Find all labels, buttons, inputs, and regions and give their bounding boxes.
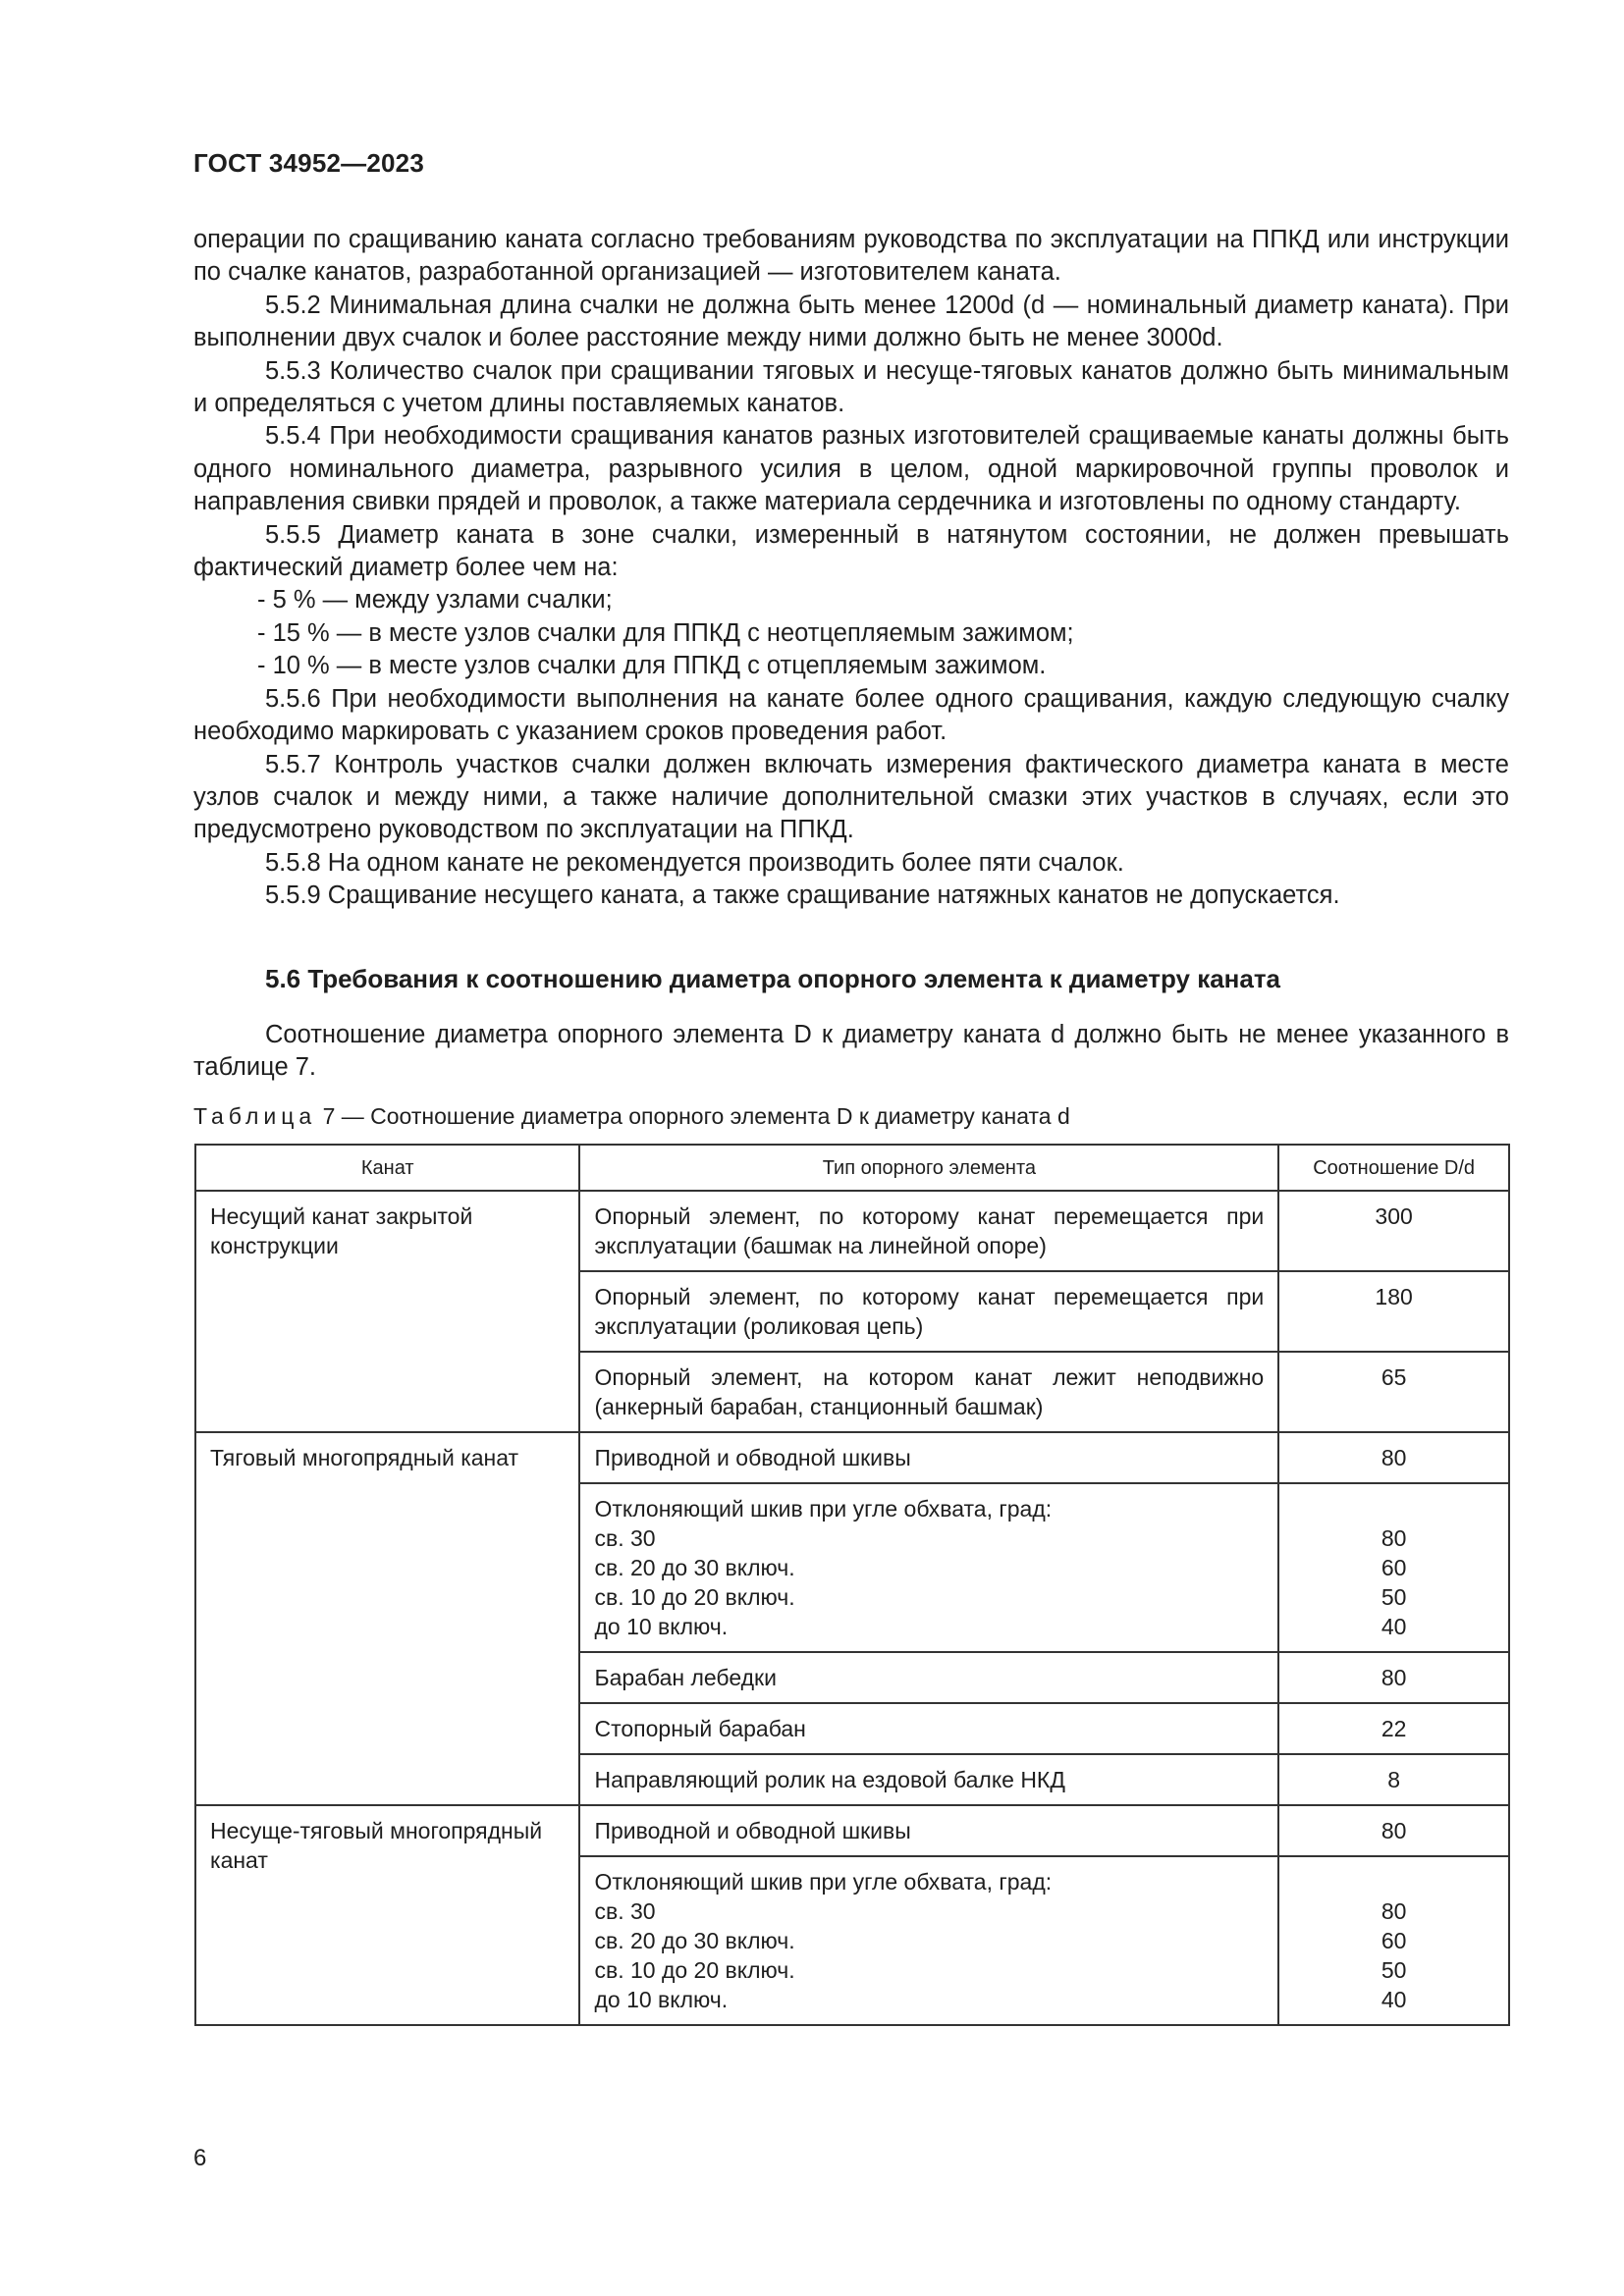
table-header-row (195, 1145, 1509, 1191)
ratio-cell: 65 (1278, 1352, 1509, 1432)
paragraph-5-5-5: 5.5.5 Диаметр каната в зоне счалки, измеренный в натянутом состоянии, не должен превышать фактический диаметр более чем на: (193, 520, 1509, 582)
ratio-cell: 80 (1278, 1652, 1509, 1703)
paragraph-5-5-7: 5.5.7 Контроль участков счалки должен включать измерения фактического диаметра каната в месте узлов счалок и между ними, а также наличие дополнительной смазки этих участков в случаях, если это предусмотрено руководством по эксплуатации на ППКД. (193, 750, 1509, 844)
clause-5-5-text (193, 224, 1509, 913)
element-cell: Направляющий ролик на ездовой балке НКД (579, 1754, 1278, 1805)
rope-cell: Несущий канат закрытой конструкции (195, 1191, 579, 1432)
section-5-6-text (193, 1019, 1509, 1085)
element-cell: Отклоняющий шкив при угле обхвата, град: св. 30 св. 20 до 30 включ. св. 10 до 20 включ. до 10 включ. (579, 1856, 1278, 2025)
header-ratio: Соотношение D/d (1278, 1145, 1509, 1191)
header-rope: Канат (195, 1145, 579, 1191)
table-row (195, 1805, 1509, 1856)
element-cell: Барабан лебедки (579, 1652, 1278, 1703)
element-cell: Стопорный барабан (579, 1703, 1278, 1754)
paragraph-continuation: операции по сращиванию каната согласно требованиям руководства по эксплуатации на ППКД или инструкции по счалке канатов, разработанной организацией — изготовителем каната. (193, 226, 1509, 287)
ratio-cell: 180 (1278, 1271, 1509, 1352)
paragraph-5-5-8: 5.5.8 На одном канате не рекомендуется производить более пяти счалок. (265, 848, 1124, 877)
element-cell: Приводной и обводной шкивы (579, 1805, 1278, 1856)
header-element: Тип опорного элемента (579, 1145, 1278, 1191)
paragraph-5-5-9: 5.5.9 Сращивание несущего каната, а также сращивание натяжных канатов не допускается. (265, 881, 1340, 910)
ratio-cell: 80 (1278, 1432, 1509, 1483)
list-item-5pct: - 5 % — между узлами счалки; (257, 586, 613, 614)
document-header: ГОСТ 34952—2023 (193, 148, 424, 178)
ratio-cell: 8 (1278, 1754, 1509, 1805)
ratio-cell: 300 (1278, 1191, 1509, 1271)
table-caption (193, 1103, 1070, 1130)
rope-cell: Тяговый многопрядный канат (195, 1432, 579, 1805)
section-5-6-paragraph: Соотношение диаметра опорного элемента D к диаметру каната d должно быть не менее указанного в таблице 7. (193, 1021, 1509, 1082)
section-5-6-heading: 5.6 Требования к соотношению диаметра опорного элемента к диаметру каната (265, 964, 1281, 993)
page-number: 6 (193, 2145, 207, 2171)
list-item-10pct: - 10 % — в месте узлов счалки для ППКД с отцепляемым зажимом. (257, 652, 1047, 680)
paragraph-5-5-3: 5.5.3 Количество счалок при сращивании тяговых и несуще-тяговых канатов должно быть минимальным и определяться с учетом длины поставляемых канатов. (193, 356, 1509, 418)
table-7 (194, 1144, 1510, 2026)
table-row (195, 1191, 1509, 1271)
element-cell: Опорный элемент, по которому канат перемещается при эксплуатации (роликовая цепь) (579, 1271, 1278, 1352)
paragraph-5-5-4: 5.5.4 При необходимости сращивания канатов разных изготовителей сращиваемые канаты должны быть одного номинального диаметра, разрывного усилия в целом, одной маркировочной группы проволок и направления свивки прядей и проволок, а также материала сердечника и изготовлены по одному стандарту. (193, 422, 1509, 516)
table-caption-label: Таблица (193, 1103, 317, 1129)
ratio-cell: 80 60 50 40 (1278, 1856, 1509, 2025)
element-cell: Опорный элемент, по которому канат перемещается при эксплуатации (башмак на линейной опоре) (579, 1191, 1278, 1271)
ratio-cell: 80 (1278, 1805, 1509, 1856)
paragraph-5-5-6: 5.5.6 При необходимости выполнения на канате более одного сращивания, каждую следующую счалку необходимо маркировать с указанием сроков проведения работ. (193, 684, 1509, 746)
paragraph-5-5-2: 5.5.2 Минимальная длина счалки не должна быть менее 1200d (d — номинальный диаметр каната). При выполнении двух счалок и более расстояние между ними должно быть не менее 3000d. (193, 291, 1509, 352)
element-cell: Приводной и обводной шкивы (579, 1432, 1278, 1483)
ratio-cell: 22 (1278, 1703, 1509, 1754)
element-cell: Отклоняющий шкив при угле обхвата, град: св. 30 св. 20 до 30 включ. св. 10 до 20 включ. до 10 включ. (579, 1483, 1278, 1652)
ratio-cell: 80 60 50 40 (1278, 1483, 1509, 1652)
list-item-15pct: - 15 % — в месте узлов счалки для ППКД с неотцепляемым зажимом; (257, 618, 1074, 647)
rope-cell: Несуще-тяговый многопрядный канат (195, 1805, 579, 2025)
element-cell: Опорный элемент, на котором канат лежит неподвижно (анкерный барабан, станционный башмак) (579, 1352, 1278, 1432)
table-row (195, 1432, 1509, 1483)
table-caption-text: 7 — Соотношение диаметра опорного элемента D к диаметру каната d (322, 1103, 1070, 1129)
